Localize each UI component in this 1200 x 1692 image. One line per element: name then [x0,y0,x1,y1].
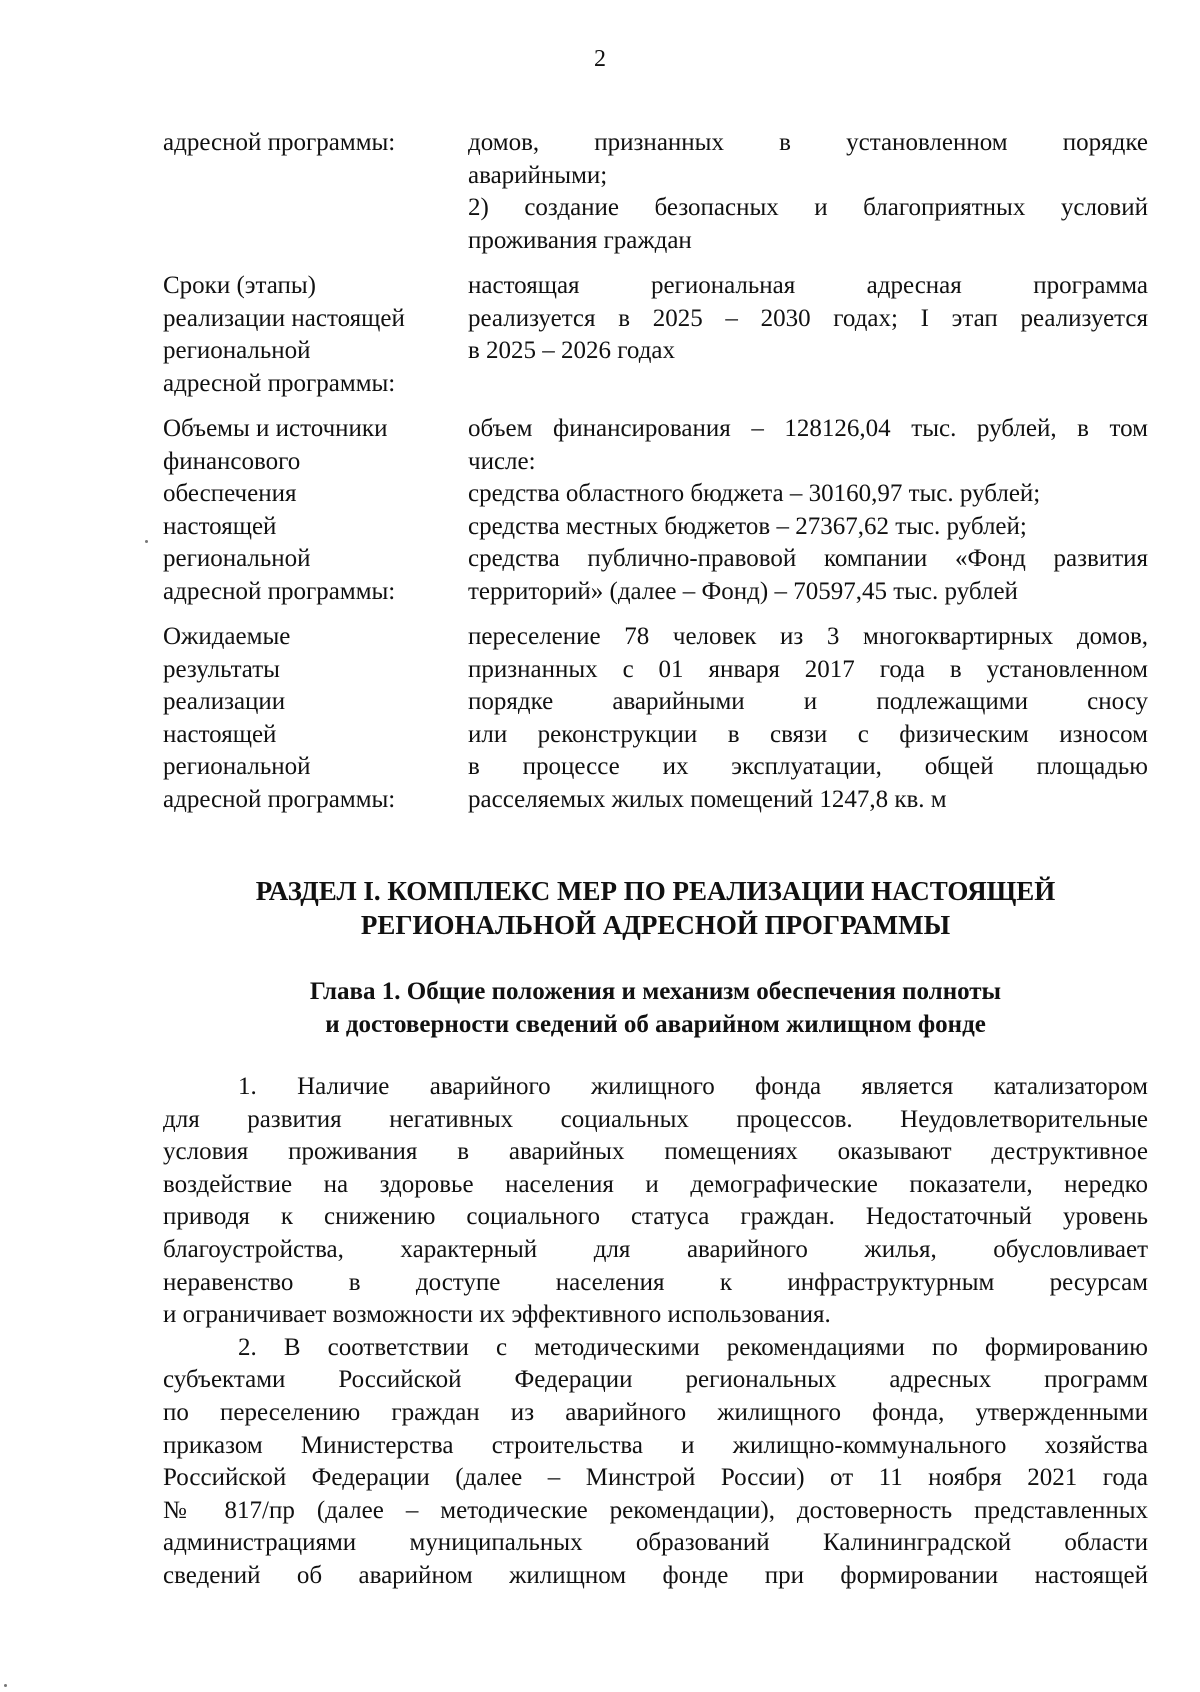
passport-row-label [163,127,468,257]
section-heading-line: РЕГИОНАЛЬНОЙ АДРЕСНОЙ ПРОГРАММЫ [360,910,951,940]
label-line: обеспечения [163,480,297,507]
value-line: аварийными; [468,161,608,189]
value-line: признанных с 01 января 2017 года в установленном [468,655,1148,683]
paragraph-line: приказом Министерства строительства и жилищно-коммунального хозяйства [163,1431,1148,1459]
paragraph-line: и ограничивает возможности их эффективного использования. [163,1301,831,1329]
value-line: проживания граждан [468,226,692,254]
scan-speck [145,540,148,543]
label-line: настоящей [163,720,277,748]
value-line: переселение 78 человек из 3 многоквартирных домов, [468,623,1148,650]
value-line: средства местных бюджетов – 27367,62 тыс. рублей; [468,512,1027,540]
paragraph-line: сведений об аварийном жилищном фонде при формировании настоящей [163,1561,1148,1589]
label-line: адресной программы: [163,129,396,156]
value-line: порядке аварийными и подлежащими сносу [468,688,1148,715]
paragraph-line: 1. Наличие аварийного жилищного фонда является катализатором [238,1073,1148,1100]
paragraph-1 [163,1071,1148,1332]
section-heading-line: РАЗДЕЛ I. КОМПЛЕКС МЕР ПО РЕАЛИЗАЦИИ НАСТОЯЩЕЙ [255,876,1056,906]
value-line: объем финансирования – 128126,04 тыс. рублей, в том [468,415,1148,442]
program-passport-table [163,127,1148,829]
value-line: в процессе их эксплуатации, общей площадью [468,753,1148,780]
passport-row-goals [163,127,1148,257]
label-line: финансового [163,447,301,475]
passport-row-value [468,413,1148,608]
scan-speck [4,1684,7,1687]
body-text [163,1071,1148,1593]
paragraph-line: Российской Федерации (далее – Минстрой России) от 11 ноября 2021 года [163,1464,1148,1492]
label-line: Ожидаемые [163,623,291,650]
page-number: 2 [594,46,606,72]
paragraph-line: № 817/пр (далее – методические рекомендации), достоверность представленных [163,1496,1148,1524]
label-line: Объемы и источники [163,415,388,442]
value-line: настоящая региональная адресная программа [468,272,1148,299]
value-line: реализуется в 2025 – 2030 годах; I этап реализуется [468,304,1148,332]
value-line: числе: [468,447,536,475]
paragraph-line: приводя к снижению социального статуса граждан. Недостаточный уровень [163,1203,1148,1231]
section-heading [163,874,1148,942]
chapter-heading-line: Глава 1. Общие положения и механизм обеспечения полноты [309,978,1002,1005]
paragraph-line: для развития негативных социальных процессов. Неудовлетворительные [163,1105,1148,1133]
paragraph-line: воздействие на здоровье населения и демографические показатели, нередко [163,1170,1148,1198]
value-line: домов, признанных в установленном порядке [468,129,1148,156]
value-line: средства областного бюджета – 30160,97 тыс. рублей; [468,480,1041,507]
paragraph-line: по переселению граждан из аварийного жилищного фонда, утвержденными [163,1398,1148,1426]
value-line: расселяемых жилых помещений 1247,8 кв. м [468,785,947,813]
paragraph-line: субъектами Российской Федерации региональных адресных программ [163,1366,1148,1394]
label-line: адресной программы: [163,785,396,813]
passport-row-label [163,413,468,608]
value-line: в 2025 – 2026 годах [468,337,676,364]
value-line: или реконструкции в связи с физическим износом [468,720,1148,748]
passport-row-results [163,621,1148,816]
label-line: реализации настоящей [163,304,405,332]
paragraph-line: администрациями муниципальных образований Калининградской области [163,1529,1148,1557]
paragraph-line: условия проживания в аварийных помещениях оказывают деструктивное [163,1138,1148,1166]
chapter-heading [163,975,1148,1041]
paragraph-line: неравенство в доступе населения к инфраструктурным ресурсам [163,1268,1148,1296]
passport-row-terms [163,270,1148,400]
chapter-heading-line: и достоверности сведений об аварийном жилищном фонде [325,1011,986,1038]
label-line: адресной программы: [163,577,396,605]
passport-row-value [468,127,1148,257]
label-line: Сроки (этапы) [163,272,317,299]
passport-row-funding [163,413,1148,608]
label-line: результаты [163,655,280,683]
paragraph-line: благоустройства, характерный для аварийного жилья, обусловливает [163,1235,1148,1263]
passport-row-label [163,621,468,816]
passport-row-value [468,621,1148,816]
passport-row-value [468,270,1148,400]
label-line: настоящей [163,512,277,540]
paragraph-2 [163,1332,1148,1593]
label-line: региональной [163,545,311,572]
label-line: адресной программы: [163,369,396,397]
value-line: территорий» (далее – Фонд) – 70597,45 тыс. рублей [468,577,1018,605]
passport-row-label [163,270,468,400]
label-line: региональной [163,753,311,780]
label-line: региональной [163,337,311,364]
label-line: реализации [163,688,286,715]
value-line: 2) создание безопасных и благоприятных условий [468,194,1148,221]
paragraph-line: 2. В соответствии с методическими рекомендациями по формированию [238,1333,1148,1361]
value-line: средства публично-правовой компании «Фонд развития [468,545,1148,572]
